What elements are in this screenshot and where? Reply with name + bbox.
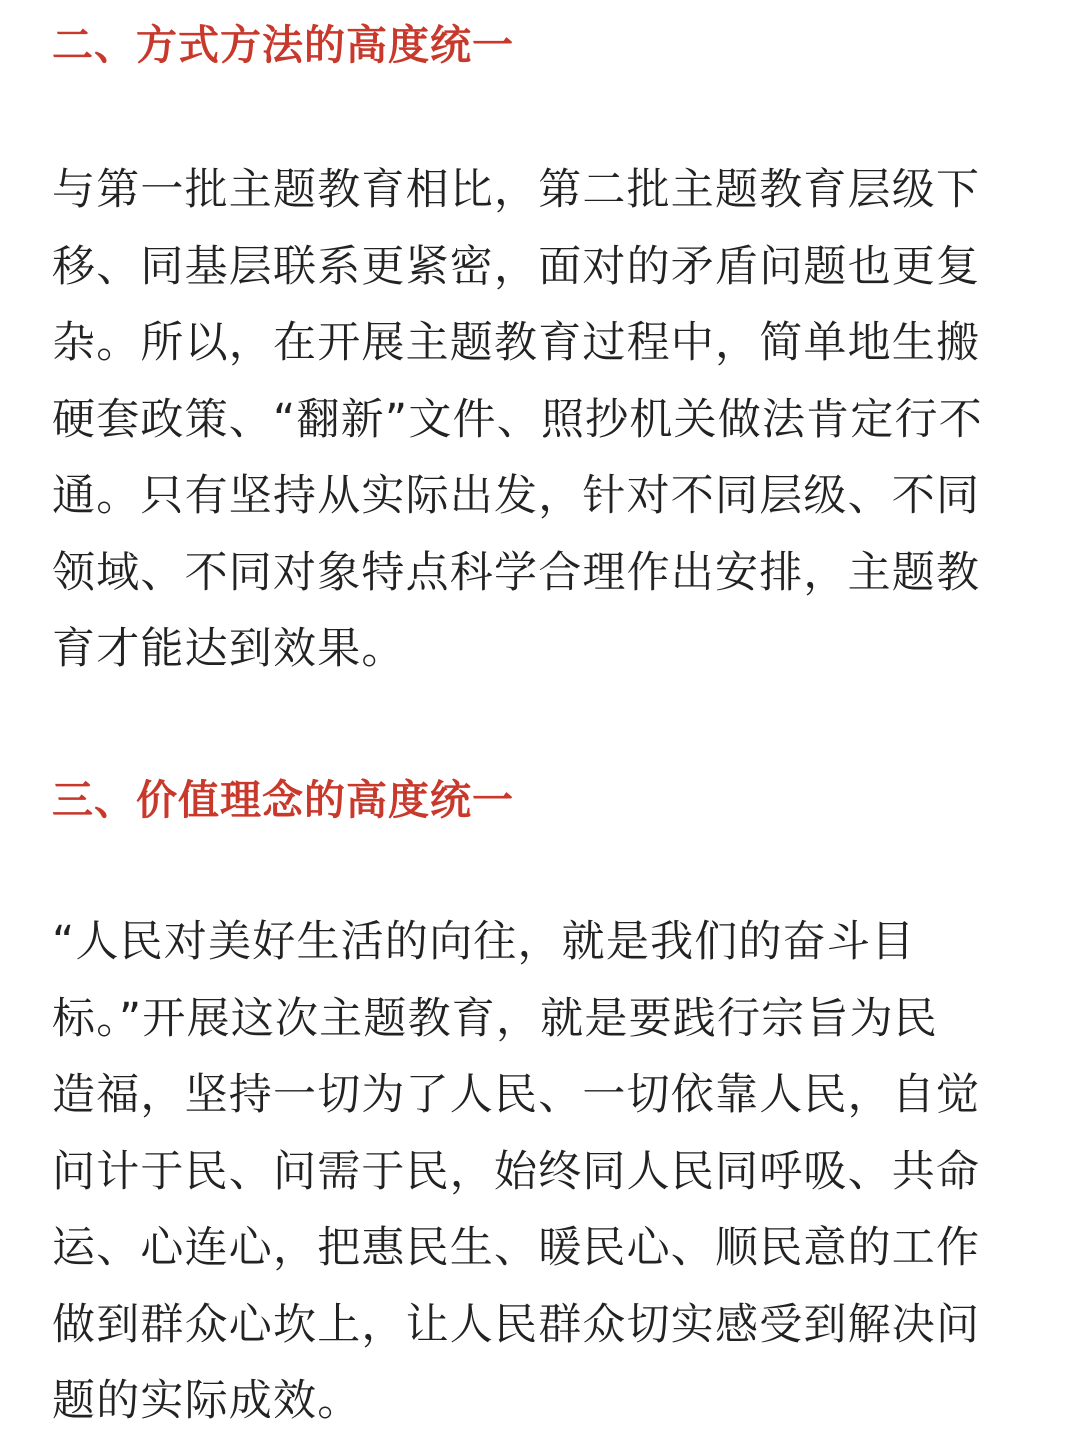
paragraph-line: “人民对美好生活的向往，就是我们的奋斗目 <box>52 917 916 967</box>
paragraph-line: 运、心连心，把惠民生、暖民心、顺民意的工作 <box>52 1223 981 1273</box>
paragraph-line: 移、同基层联系更紧密，面对的矛盾问题也更复 <box>52 241 981 292</box>
section-heading-methods: 二、方式方法的高度统一 <box>52 21 514 69</box>
paragraph-line: 通。只有坚持从实际出发，针对不同层级、不同 <box>52 471 981 521</box>
paragraph-line: 题的实际成效。 <box>52 1376 362 1426</box>
paragraph-line: 育才能达到效果。 <box>52 624 406 674</box>
paragraph-line: 硬套政策、“翻新”文件、照抄机关做法肯定行不 <box>52 394 983 445</box>
section-paragraph-values <box>52 904 1028 1440</box>
section-heading-values: 三、价值理念的高度统一 <box>52 776 514 824</box>
paragraph-line: 与第一批主题教育相比，第二批主题教育层级下 <box>52 165 981 215</box>
paragraph-line: 标。”开展这次主题教育，就是要践行宗旨为民 <box>52 993 938 1044</box>
paragraph-line: 造福，坚持一切为了人民、一切依靠人民，自觉 <box>52 1070 981 1120</box>
paragraph-line: 问计于民、问需于民，始终同人民同呼吸、共命 <box>52 1146 981 1197</box>
section-paragraph-methods <box>52 152 1028 688</box>
paragraph-line: 做到群众心坎上，让人民群众切实感受到解决问 <box>52 1299 981 1350</box>
paragraph-line: 杂。所以，在开展主题教育过程中，简单地生搬 <box>52 318 981 368</box>
paragraph-line: 领域、不同对象特点科学合理作出安排，主题教 <box>52 547 981 598</box>
